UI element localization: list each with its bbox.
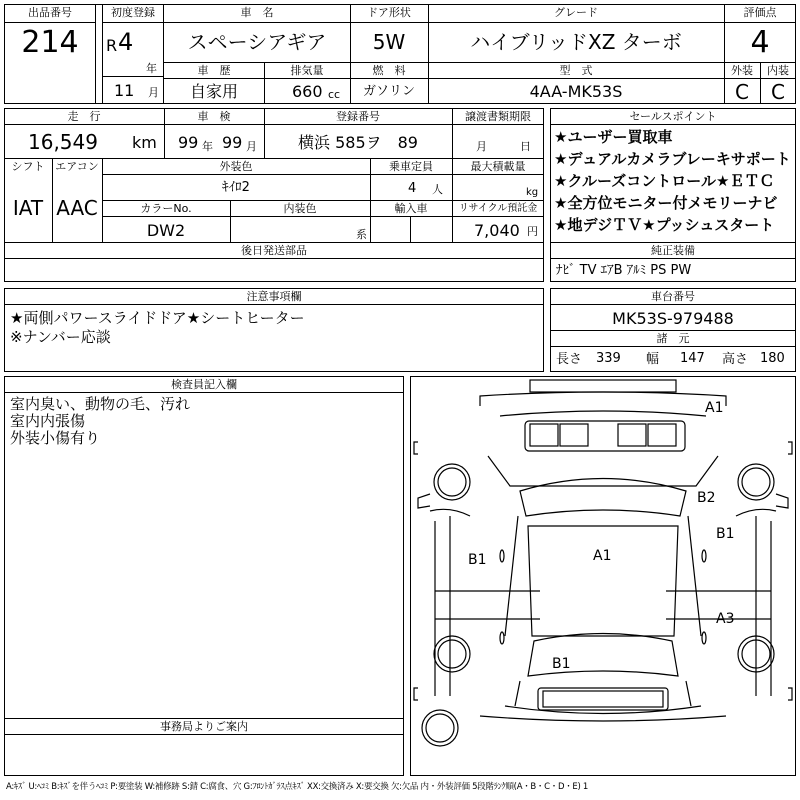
- caution-line: ※ナンバー応談: [10, 328, 111, 346]
- history-label: 車 歴: [197, 64, 231, 77]
- length-label: 長さ: [556, 352, 583, 367]
- shift-label: シフト: [11, 160, 45, 173]
- sales-points-list: [554, 127, 791, 235]
- inspection-year-unit: 年: [202, 140, 213, 153]
- sales-points-label: セールスポイント: [629, 110, 717, 123]
- score-label: 評価点: [743, 6, 777, 19]
- car-diagram: [410, 376, 796, 776]
- car-name: スペーシアギア: [187, 30, 327, 54]
- transfer-month-unit: 月: [476, 140, 487, 153]
- caution-notes: [10, 310, 305, 346]
- shift: IAT: [12, 196, 44, 220]
- inspector-label: 検査員記入欄: [171, 378, 237, 391]
- interior-grade-label: 内装: [767, 64, 789, 77]
- displacement-label: 排気量: [290, 64, 324, 77]
- capacity-unit: 人: [432, 183, 443, 196]
- equipment: ﾅﾋﾞ TV ｴｱB ｱﾙﾐ PS PW: [556, 263, 692, 278]
- plate-number: 横浜 585ヲ 89: [298, 133, 418, 152]
- sales-point: ★全方位モニター付メモリーナビ: [554, 194, 778, 212]
- fuel: ガソリン: [362, 84, 415, 99]
- inspector-line: 室内臭い、動物の毛、汚れ: [10, 395, 191, 413]
- fuel-label: 燃 料: [372, 64, 406, 77]
- import-car-label: 輸入車: [394, 202, 428, 215]
- chassis-number: MK53S-979488: [612, 309, 734, 328]
- caution-line: ★両側パワースライドドア★シートヒーター: [10, 309, 305, 327]
- damage-mark-right-rear: A3: [716, 611, 735, 627]
- legend: A:ｷｽﾞ U:ﾍｺﾐ B:ｷｽﾞを伴うﾍｺﾐ P:要塗装 W:補修跡 S:錆 C:腐食、穴 G:ﾌﾛﾝﾄｶﾞﾗｽ点ｷｽﾞ XX:交換済み X:要交換 欠:欠品 内・外装評価 5段階ﾗﾝｸ順(A・B・C・D・E) 1: [6, 782, 589, 792]
- damage-mark-roof: A1: [593, 548, 612, 564]
- model: 4AA-MK53S: [529, 82, 623, 101]
- first-registration-label: 初度登録: [111, 6, 155, 19]
- caution-label: 注意事項欄: [246, 290, 302, 303]
- exterior-grade-label: 外装: [731, 64, 753, 77]
- grade-label: グレード: [554, 6, 598, 19]
- exterior-color: ｷｲﾛ2: [222, 180, 250, 195]
- year-unit: 年: [146, 62, 157, 75]
- recycle-deposit-label: リサイクル預託金: [458, 203, 538, 214]
- year: 4: [118, 28, 134, 56]
- damage-mark-right-front: B2: [697, 490, 716, 506]
- chassis-label: 車台番号: [651, 290, 695, 303]
- capacity-label: 乗車定員: [389, 160, 433, 173]
- month-unit: 月: [148, 86, 159, 99]
- mileage: 16,549: [28, 130, 98, 154]
- inspector-line: 外装小傷有り: [10, 429, 101, 447]
- sales-point: ★デュアルカメラブレーキサポート: [554, 150, 791, 168]
- recycle-deposit-unit: 円: [527, 225, 538, 238]
- recycle-deposit: 7,040: [474, 221, 520, 240]
- mileage-label: 走 行: [67, 110, 101, 123]
- height-label: 高さ: [722, 352, 749, 367]
- ac: AAC: [56, 196, 98, 220]
- office-notice-label: 事務局よりご案内: [160, 720, 248, 733]
- transfer-deadline-label: 譲渡書類期限: [465, 110, 531, 123]
- inspection-year: 99: [178, 133, 199, 152]
- era: R: [106, 36, 118, 55]
- model-label: 型 式: [559, 64, 593, 77]
- transfer-day-unit: 日: [520, 140, 531, 153]
- grade: ハイブリッドXZ ターボ: [470, 30, 682, 54]
- damage-mark-front: A1: [705, 400, 724, 416]
- max-load-unit: kg: [526, 187, 539, 198]
- displacement-unit: cc: [328, 88, 341, 101]
- color-number: DW2: [146, 221, 186, 240]
- lot-number: 214: [21, 25, 79, 60]
- width: 147: [680, 351, 705, 366]
- lot-number-label: 出品番号: [28, 6, 72, 19]
- damage-mark-left-side: B1: [468, 552, 487, 568]
- inspector-line: 室内内張傷: [10, 412, 86, 430]
- damage-mark-rear: B1: [552, 656, 571, 672]
- width-label: 幅: [646, 352, 660, 367]
- interior-color-label: 内装色: [283, 202, 317, 215]
- month: 11: [114, 81, 135, 100]
- later-parts-label: 後日発送部品: [241, 244, 307, 257]
- max-load-label: 最大積載量: [470, 160, 526, 173]
- damage-mark-right-side: B1: [716, 526, 735, 542]
- interior-grade: C: [771, 80, 785, 104]
- exterior-color-label: 外装色: [219, 160, 253, 173]
- height: 180: [760, 351, 785, 366]
- sales-point: ★クルーズコントロール★ＥＴＣ: [554, 172, 775, 190]
- equipment-label: 純正装備: [651, 244, 695, 257]
- inspection-label: 車 検: [197, 110, 231, 123]
- mileage-unit: km: [132, 133, 157, 152]
- score: 4: [750, 25, 770, 60]
- sales-point: ★ユーザー買取車: [554, 128, 673, 146]
- ac-label: エアコン: [55, 160, 99, 173]
- doors: 5W: [372, 30, 406, 54]
- capacity: 4: [408, 181, 417, 196]
- color-number-label: カラーNo.: [140, 202, 192, 215]
- inspector-notes: [10, 396, 190, 447]
- car-name-label: 車 名: [240, 6, 274, 19]
- door-label: ドア形状: [367, 6, 411, 19]
- history: 自家用: [189, 82, 238, 101]
- plate-label: 登録番号: [336, 110, 380, 123]
- exterior-grade: C: [735, 80, 749, 104]
- interior-color-unit: 系: [356, 228, 367, 241]
- displacement: 660: [292, 82, 323, 101]
- inspection-month: 99: [222, 133, 243, 152]
- sales-point: ★地デジＴＶ★プッシュスタート: [554, 216, 775, 234]
- length: 339: [596, 351, 621, 366]
- inspection-month-unit: 月: [246, 140, 257, 153]
- dimensions-label: 諸 元: [656, 332, 690, 345]
